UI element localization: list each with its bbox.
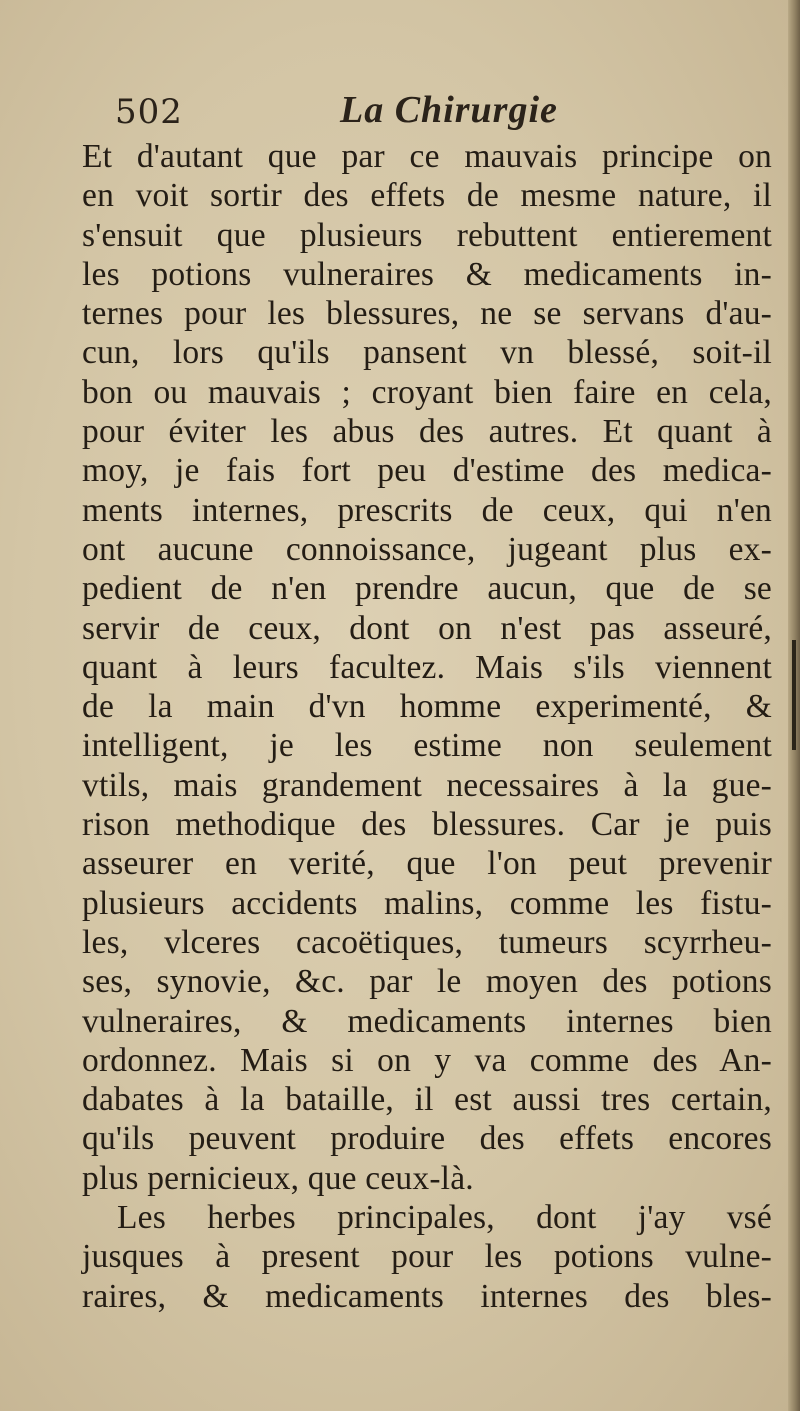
text-line: vulneraires, & medicaments internes bien — [82, 1002, 772, 1040]
body-text — [82, 137, 772, 1316]
text-line: les potions vulneraires & medicaments in- — [82, 255, 772, 293]
text-line: pedient de n'en prendre aucun, que de se — [82, 570, 772, 608]
page-number: 502 — [115, 92, 183, 132]
text-line: plus pernicieux, que ceux-là. — [82, 1159, 474, 1197]
running-title: La Chirurgie — [340, 89, 558, 131]
text-line: dabates à la bataille, il est aussi tres certain, — [82, 1081, 772, 1119]
text-line: jusques à present pour les potions vulne- — [82, 1238, 772, 1276]
page-header — [115, 88, 755, 144]
text-line: Et d'autant que par ce mauvais principe on — [82, 138, 772, 175]
text-line: ses, synovie, &c. par le moyen des potions — [82, 963, 772, 1001]
text-line: Les herbes principales, dont j'ay vsé — [117, 1199, 772, 1237]
text-line: ont aucune connoissance, jugeant plus ex- — [82, 530, 772, 568]
text-line: intelligent, je les estime non seulement — [82, 727, 772, 765]
text-line: cun, lors qu'ils pansent vn blessé, soit-il — [82, 334, 772, 372]
page-edge-mark — [792, 640, 796, 750]
text-line: moy, je fais fort peu d'estime des medica- — [82, 452, 772, 490]
text-line: plusieurs accidents malins, comme les fistu- — [82, 884, 772, 922]
text-line: s'ensuit que plusieurs rebuttent entierement — [82, 216, 772, 254]
text-line: ternes pour les blessures, ne se servans d'au- — [82, 295, 772, 333]
text-line: vtils, mais grandement necessaires à la gue- — [82, 766, 772, 804]
text-line: bon ou mauvais ; croyant bien faire en cela, — [82, 373, 772, 411]
text-line: asseurer en verité, que l'on peut prevenir — [82, 845, 772, 883]
text-line: de la main d'vn homme experimenté, & — [82, 688, 772, 726]
text-line: servir de ceux, dont on n'est pas asseuré, — [82, 609, 772, 647]
text-line: ments internes, prescrits de ceux, qui n'en — [82, 491, 772, 529]
text-line: rison methodique des blessures. Car je puis — [82, 806, 772, 844]
text-line: pour éviter les abus des autres. Et quant à — [82, 413, 772, 451]
text-line: en voit sortir des effets de mesme nature, il — [82, 177, 772, 215]
text-line: raires, & medicaments internes des bles- — [82, 1277, 772, 1315]
text-line: les, vlceres cacoëtiques, tumeurs scyrrheu- — [82, 923, 772, 961]
text-line: qu'ils peuvent produire des effets encores — [82, 1120, 772, 1158]
text-line: quant à leurs facultez. Mais s'ils viennent — [82, 648, 772, 686]
text-line: ordonnez. Mais si on y va comme des An- — [82, 1041, 772, 1079]
